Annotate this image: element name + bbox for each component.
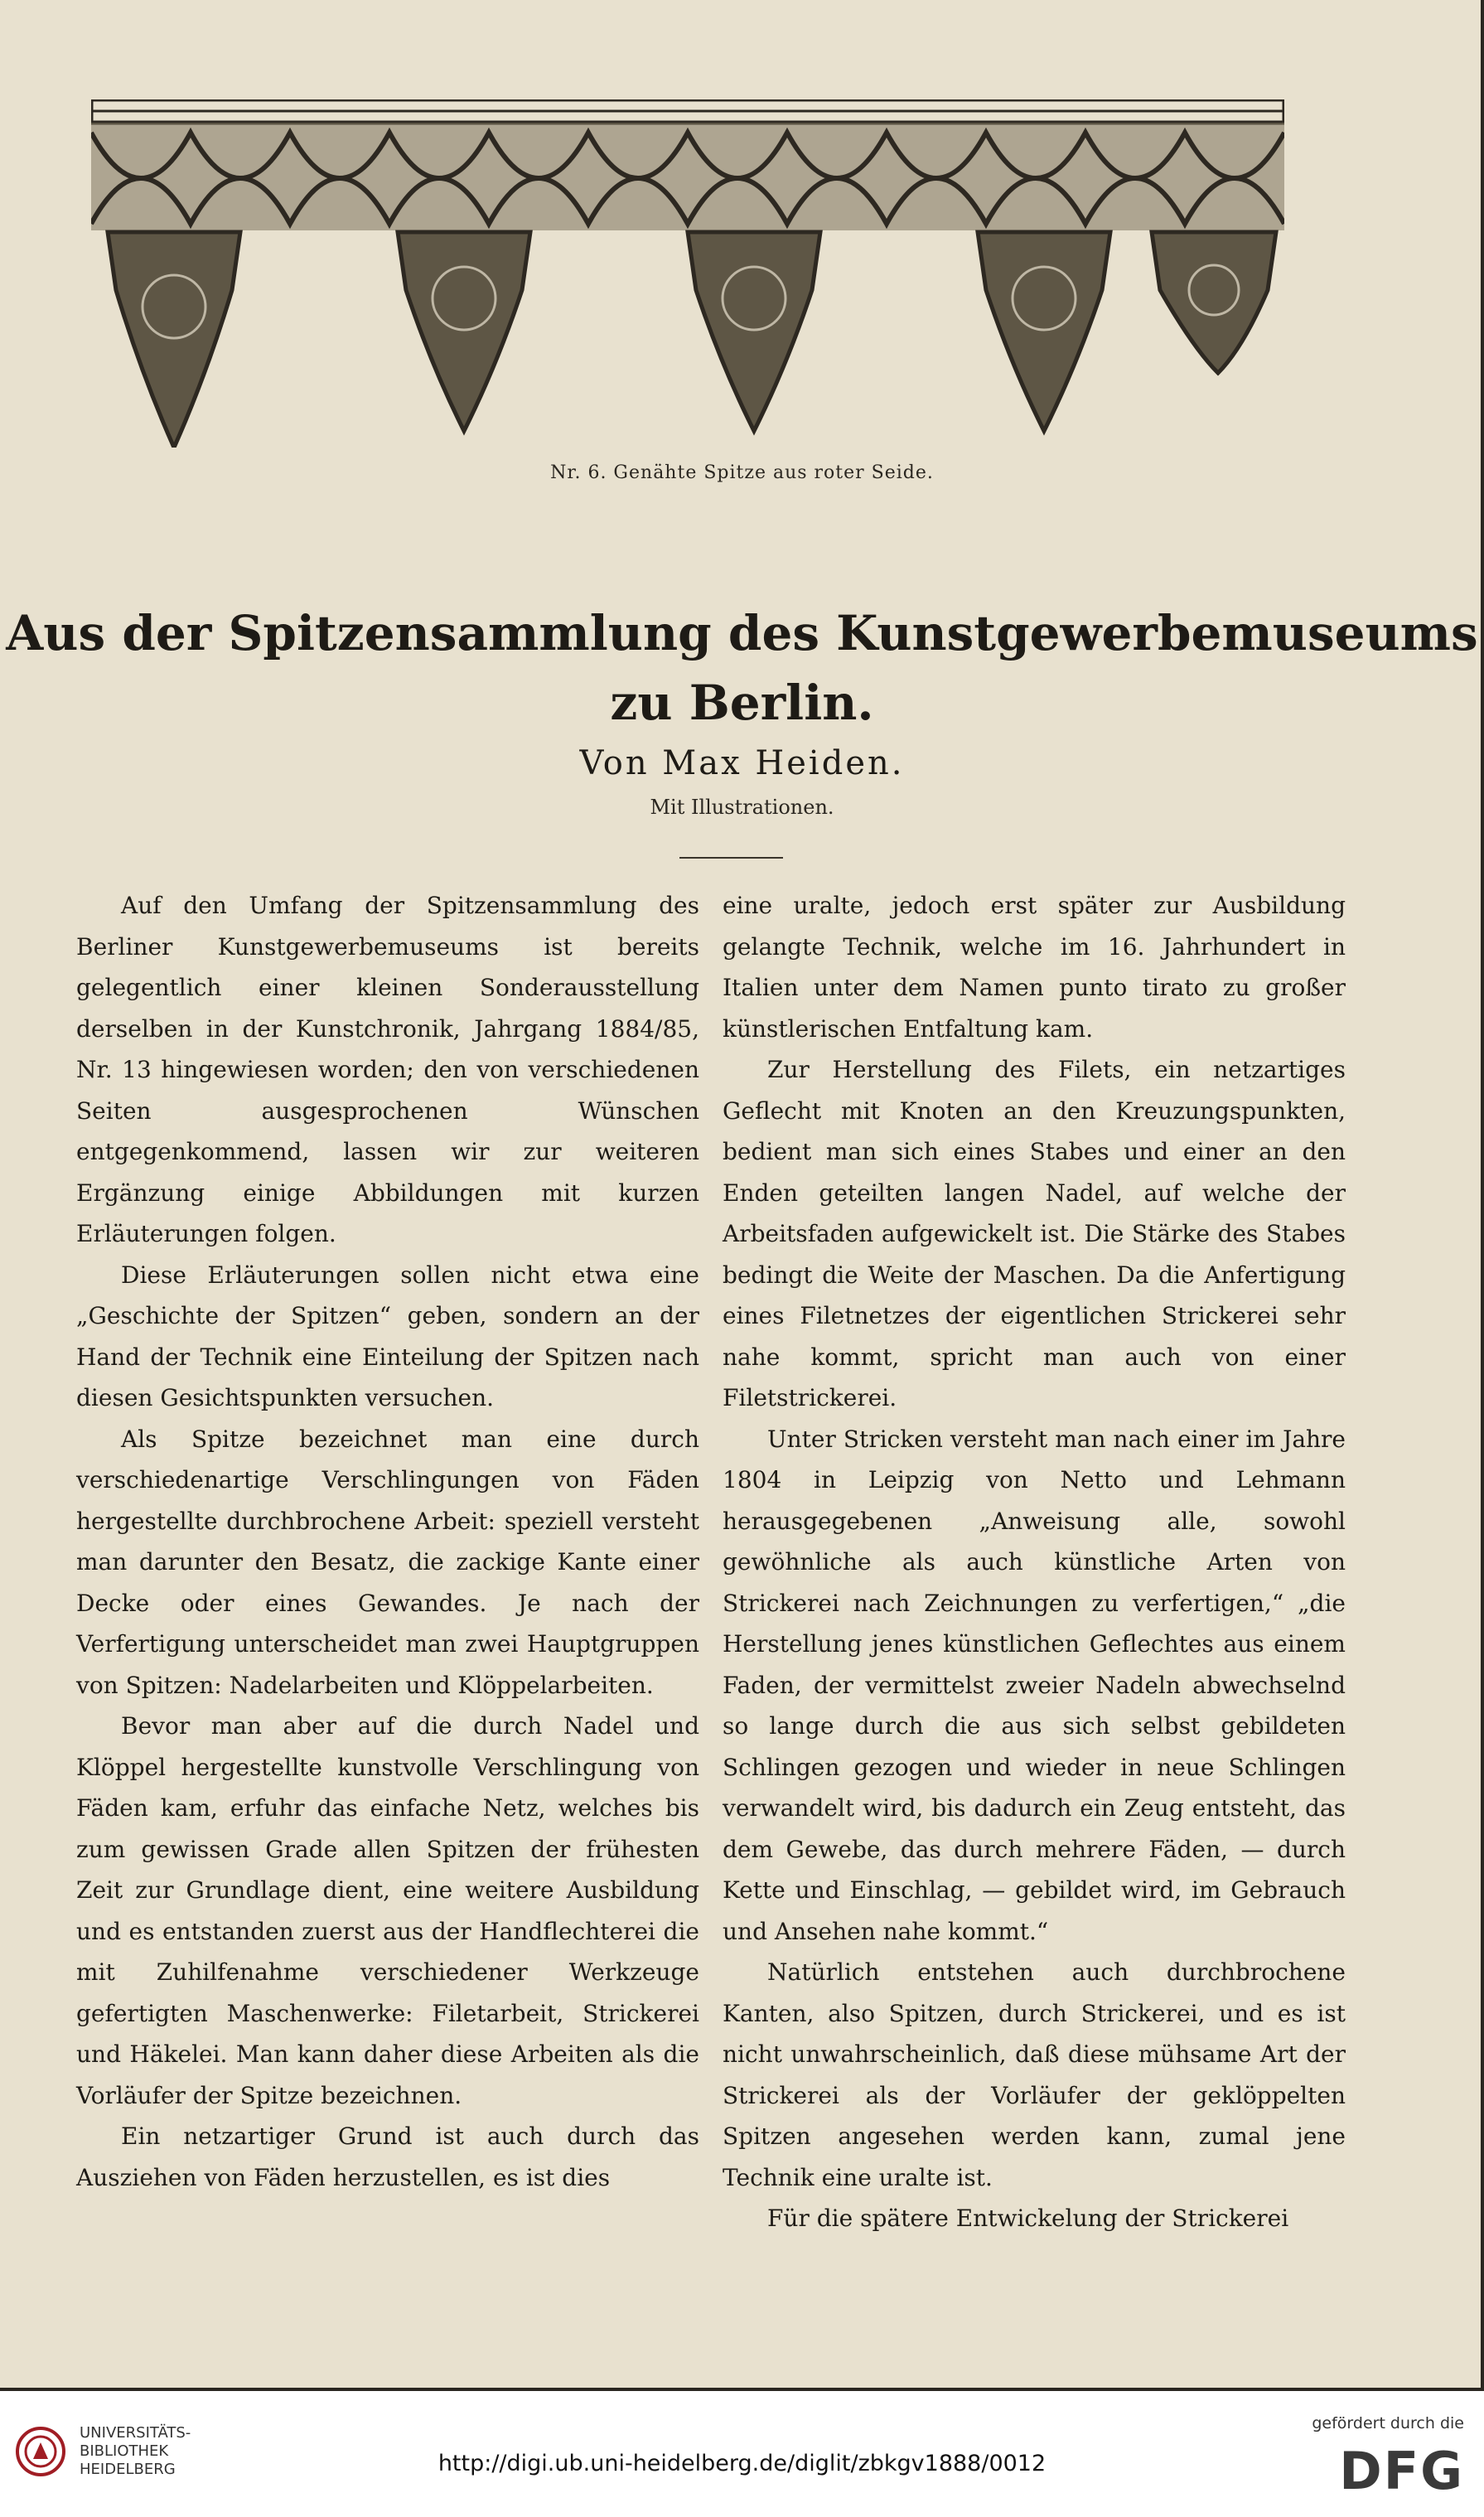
title-line-1: Aus der Spitzensammlung des Kunstgewerbemuseums bbox=[6, 605, 1478, 661]
library-name-line: UNIVERSITÄTS- bbox=[80, 2424, 191, 2442]
library-name-line: HEIDELBERG bbox=[80, 2461, 176, 2478]
paragraph: Ein netzartiger Grund ist auch durch das Ausziehen von Fäden herzustellen, es ist dies bbox=[76, 2123, 699, 2191]
paragraph: Zur Herstellung des Filets, ein netzartiges Geflecht mit Knoten an den Kreuzungspunkten, bedient man sich eines Stabes und einer an den Enden geteilten langen Nadel, auf welche der Arbeitsfaden aufgewickelt ist. Die Stärke des Stabes bedingt die Weite der Maschen. Da die Anfertigung eines Filetnetzes der eigentlichen Strickerei sehr nahe kommt, spricht man auch von einer Filetstrickerei. bbox=[723, 1056, 1346, 1411]
title-line-2: zu Berlin. bbox=[610, 675, 874, 731]
paragraph: Bevor man aber auf die durch Nadel und Klöppel hergestellte kunstvolle Verschlingung von Fäden kam, erfuhr das einfache Netz, welches bis zum gewissen Grade allen Spitzen der frühesten Zeit zur Grundlage dient, eine weitere Ausbildung und es entstanden zuerst aus der Handflechterei die mit Zuhilfenahme verschiedener Werkzeuge gefertigten Maschenwerke: Filetarbeit, Strickerei und Häkelei. Man kann daher diese Arbeiten als die Vorläufer der Spitze bezeichnen. bbox=[76, 1712, 699, 2109]
figure-caption: Nr. 6. Genähte Spitze aus roter Seide. bbox=[550, 462, 934, 483]
permalink-url[interactable]: http://digi.ub.uni-heidelberg.de/diglit/zbkgv1888/0012 bbox=[437, 2451, 1047, 2476]
paragraph: Auf den Umfang der Spitzensammlung des Berliner Kunstgewerbemuseums ist bereits gelegentlich einer kleinen Sonderausstellung derselben in der Kunstchronik, Jahrgang 1884/85, Nr. 13 hingewiesen worden; den von verschiedenen Seiten ausgesprochenen Wünschen entgegenkommend, lassen wir zur weiteren Ergänzung einige Abbildungen mit kurzen Erläuterungen folgen. bbox=[76, 892, 699, 1247]
dfg-logo[interactable]: DFG bbox=[1339, 2441, 1464, 2501]
right-column bbox=[723, 885, 1346, 2239]
paragraph: Für die spätere Entwickelung der Strickerei bbox=[767, 2205, 1289, 2232]
article-title bbox=[0, 598, 1484, 738]
lace-illustration bbox=[91, 99, 1284, 448]
funding-label: gefördert durch die bbox=[1312, 2414, 1464, 2432]
library-name-line: BIBLIOTHEK bbox=[80, 2442, 169, 2460]
divider-rule bbox=[679, 857, 783, 859]
paragraph: Unter Stricken versteht man nach einer im Jahre 1804 in Leipzig von Netto und Lehmann herausgegebenen „Anweisung alle, sowohl gewöhnliche als auch künstliche Arten von Strickerei nach Zeichnungen zu verfertigen,“ „die Herstellung jenes künstlichen Geflechtes aus einem Faden, der vermittelst zweier Nadeln abwechselnd so lange durch die aus sich selbst gebildeten Schlingen gezogen und wieder in neue Schlingen verwandelt wird, bis dadurch ein Zeug entsteht, das dem Gewebe, das durch mehrere Fäden, — durch Kette und Einschlag, — gebildet wird, im Gebrauch und Ansehen nahe kommt.“ bbox=[723, 1425, 1346, 1945]
article-author: Von Max Heiden. bbox=[579, 744, 905, 782]
left-column bbox=[76, 885, 699, 2198]
paragraph-continued: eine uralte, jedoch erst später zur Ausbildung gelangte Technik, welche im 16. Jahrhundert in Italien unter dem Namen punto tirato zu großer künstlerischen Entfaltung kam. bbox=[723, 892, 1346, 1043]
viewer-footer bbox=[0, 2394, 1484, 2517]
paragraph: Diese Erläuterungen sollen nicht etwa eine „Geschichte der Spitzen“ geben, sondern an der Hand der Technik eine Einteilung der Spitzen nach diesen Gesichtspunkten versuchen. bbox=[76, 1261, 699, 1411]
paragraph: Natürlich entstehen auch durchbrochene Kanten, also Spitzen, durch Strickerei, und es ist nicht unwahrscheinlich, daß diese mühsame Art der Strickerei als der Vorläufer der geklöppelten Spitzen angesehen werden kann, zumal jene Technik eine uralte ist. bbox=[723, 1958, 1346, 2191]
illustrations-note: Mit Illustrationen. bbox=[650, 796, 834, 819]
paragraph: Als Spitze bezeichnet man eine durch verschiedenartige Verschlingungen von Fäden hergestellte durchbrochene Arbeit: speziell versteht man darunter den Besatz, die zackige Kante einer Decke oder eines Gewandes. Je nach der Verfertigung unterscheidet man zwei Hauptgruppen von Spitzen: Nadelarbeiten und Klöppelarbeiten. bbox=[76, 1425, 699, 1699]
